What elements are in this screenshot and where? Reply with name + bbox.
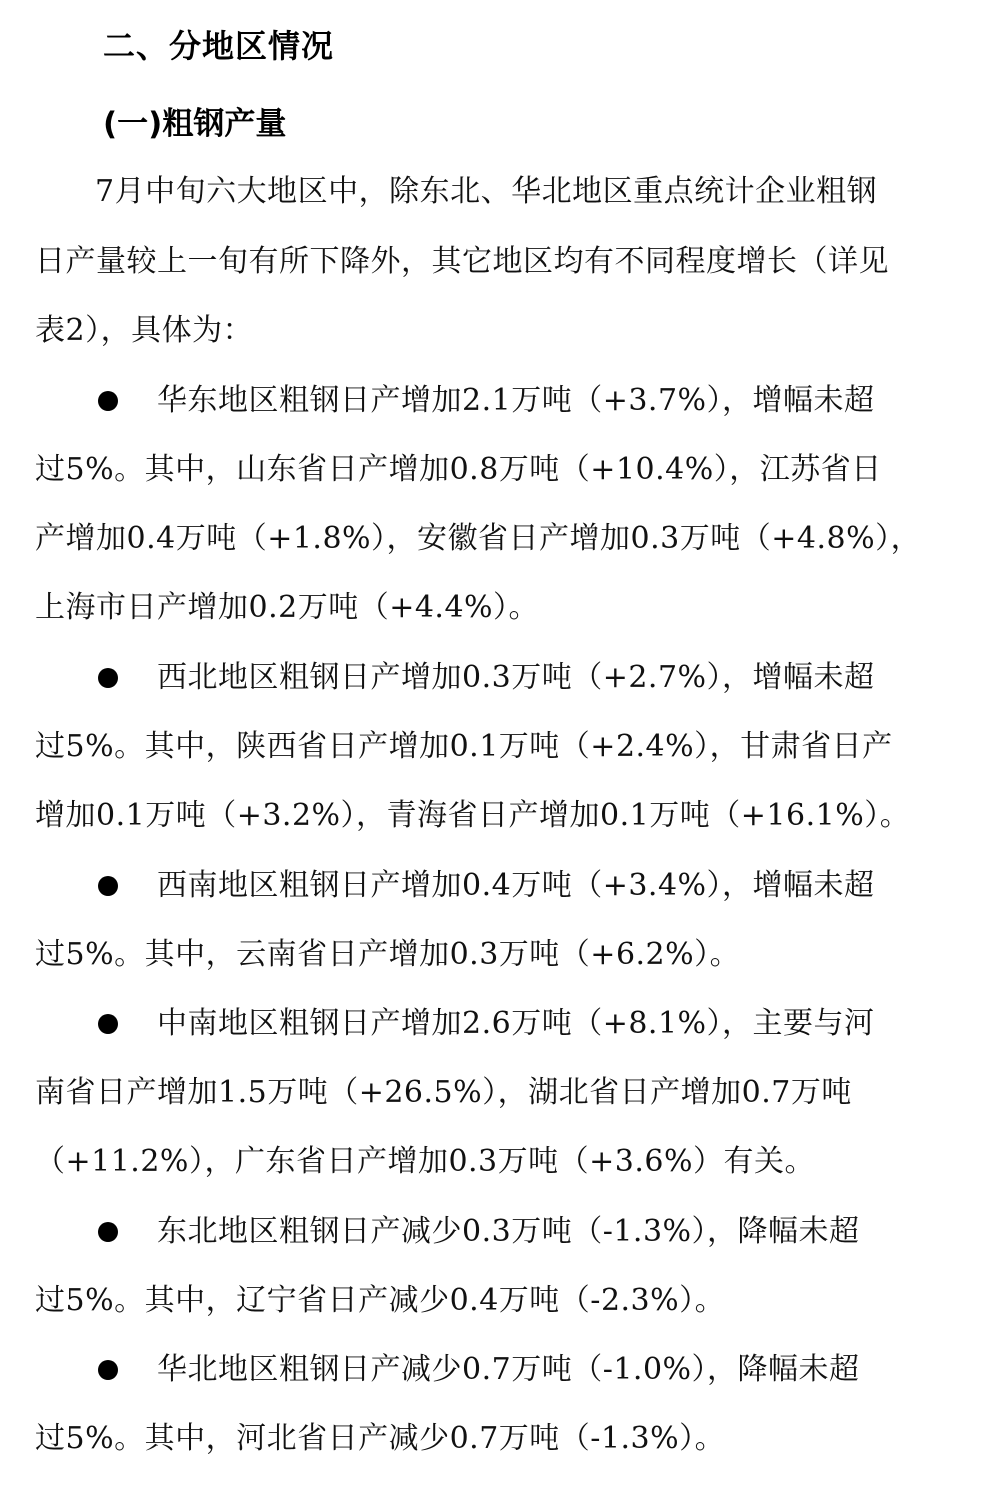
bullet-line: 中南地区粗钢日产增加2.6万吨（+8.1%），主要与河 <box>157 1006 875 1041</box>
bullet-line: 上海市日产增加0.2万吨（+4.4%）。 <box>35 590 540 625</box>
bullet-line: 西南地区粗钢日产增加0.4万吨（+3.4%），增幅未超 <box>157 868 875 903</box>
bullet-icon <box>98 876 118 896</box>
subsection-title: (一)粗钢产量 <box>103 106 287 142</box>
bullet-line: 过5%。其中，河北省日产减少0.7万吨（-1.3%）。 <box>35 1421 726 1456</box>
bullet-icon <box>98 1360 118 1380</box>
bullet-line: 华东地区粗钢日产增加2.1万吨（+3.7%），增幅未超 <box>157 383 875 418</box>
bullet-line: 过5%。其中，辽宁省日产减少0.4万吨（-2.3%）。 <box>35 1283 726 1318</box>
bullet-line: 西北地区粗钢日产增加0.3万吨（+2.7%），增幅未超 <box>157 660 875 695</box>
bullet-line: 过5%。其中，陕西省日产增加0.1万吨（+2.4%），甘肃省日产 <box>35 729 893 764</box>
bullet-line: 增加0.1万吨（+3.2%），青海省日产增加0.1万吨（+16.1%）。 <box>35 798 911 833</box>
bullet-line: 华北地区粗钢日产减少0.7万吨（-1.0%），降幅未超 <box>157 1352 860 1387</box>
bullet-icon <box>98 391 118 411</box>
bullet-line: 产增加0.4万吨（+1.8%），安徽省日产增加0.3万吨（+4.8%）， <box>35 521 922 556</box>
intro-line: 7月中旬六大地区中，除东北、华北地区重点统计企业粗钢 <box>95 174 878 209</box>
bullet-line: 东北地区粗钢日产减少0.3万吨（-1.3%），降幅未超 <box>157 1214 860 1249</box>
bullet-line: 南省日产增加1.5万吨（+26.5%），湖北省日产增加0.7万吨 <box>35 1075 852 1110</box>
bullet-icon <box>98 668 118 688</box>
bullet-line: （+11.2%），广东省日产增加0.3万吨（+3.6%）有关。 <box>35 1144 816 1179</box>
section-title: 二、分地区情况 <box>103 27 335 65</box>
bullet-icon <box>98 1014 118 1034</box>
bullet-icon <box>98 1222 118 1242</box>
bullet-line: 过5%。其中，山东省日产增加0.8万吨（+10.4%），江苏省日 <box>35 452 882 487</box>
bullet-line: 过5%。其中，云南省日产增加0.3万吨（+6.2%）。 <box>35 937 741 972</box>
intro-line: 日产量较上一旬有所下降外，其它地区均有不同程度增长（详见 <box>35 244 889 279</box>
intro-line: 表2），具体为： <box>35 313 254 348</box>
